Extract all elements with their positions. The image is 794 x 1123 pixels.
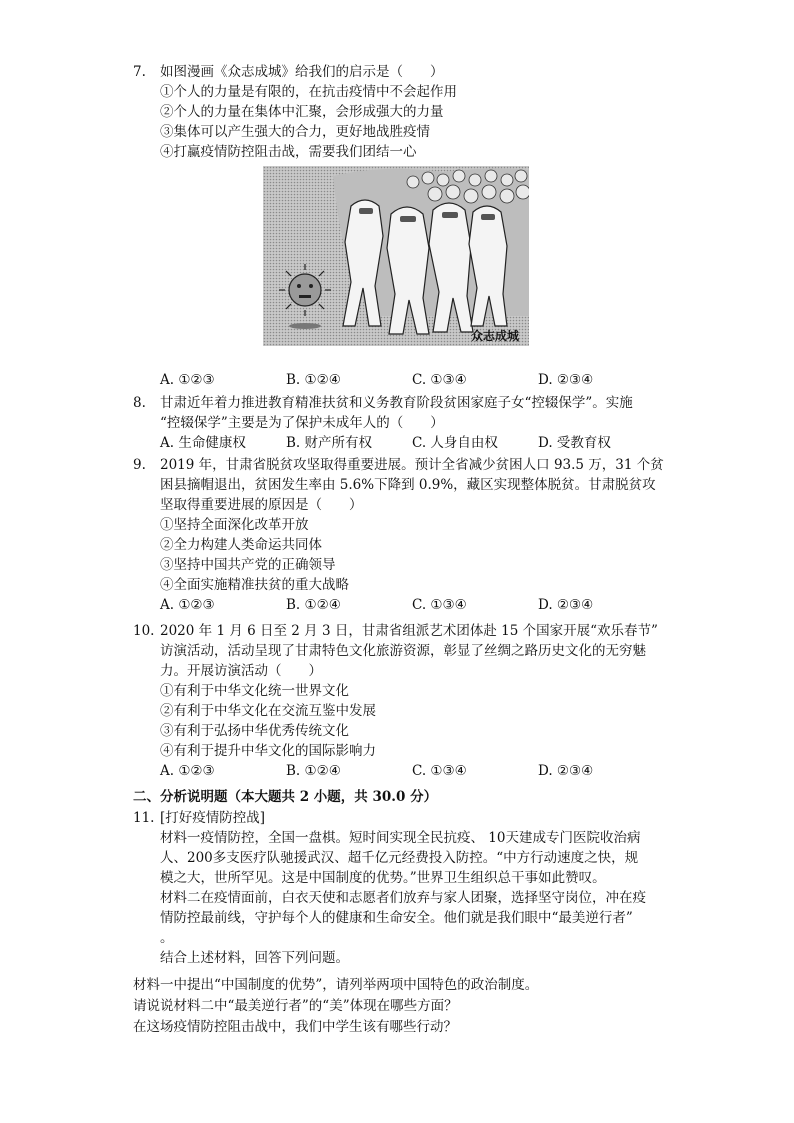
option-c[interactable]: C. 人身自由权 [412, 435, 498, 451]
material-2-line-2: 情防控最前线，守护每个人的健康和生命安全。他们就是我们眼中“最美逆行者” [160, 910, 633, 926]
option-c[interactable]: C. ①③④ [412, 372, 467, 388]
options-row [160, 433, 673, 453]
question-stem-line-2: 访演活动，活动呈现了甘肃特色文化旅游资源，彰显了丝绸之路历史文化的无穷魅 [160, 643, 646, 659]
statement-3: ③坚持中国共产党的正确领导 [160, 557, 336, 573]
option-d[interactable]: D. ②③④ [538, 763, 594, 779]
instruction: 结合上述材料，回答下列问题。 [160, 950, 349, 966]
question-body [160, 393, 673, 453]
question-number: 8. [133, 395, 146, 411]
option-a[interactable]: A. ①②③ [160, 597, 215, 613]
options-row [160, 370, 673, 390]
statement-1: ①有利于中华文化统一世界文化 [160, 683, 349, 699]
sub-question-2: 请说说材料二中“最美逆行者”的“美”体现在哪些方面？ [133, 998, 458, 1014]
question-stem-line-3: 坚取得重要进展的原因是（ ） [160, 497, 363, 513]
statement-4: ④有利于提升中华文化的国际影响力 [160, 743, 376, 759]
material-1-line-3: 模之大，世所罕见。这是中国制度的优势。”世界卫生组织总干事如此赞叹。 [160, 870, 606, 886]
question-body [160, 455, 673, 615]
section-heading: 二、分析说明题（本大题共 2 小题，共 30.0 分） [133, 789, 438, 805]
statement-2: ②个人的力量在集体中汇聚，会形成强大的力量 [160, 104, 444, 120]
question-stem-line-1: 2020 年 1 月 6 日至 2 月 3 日，甘肃省组派艺术团体赴 15 个国家开展“欢乐春节” [160, 623, 658, 639]
question-body [160, 621, 673, 781]
question-body [160, 808, 673, 968]
option-b[interactable]: B. 财产所有权 [286, 435, 373, 451]
option-a[interactable]: A. ①②③ [160, 763, 215, 779]
statement-1: ①坚持全面深化改革开放 [160, 517, 309, 533]
material-1-line-1: 材料一疫情防控，全国一盘棋。短时间实现全民抗疫、 10天建成专门医院收治病 [160, 830, 641, 846]
options-row [160, 595, 673, 615]
question-stem-line-1: 2019 年，甘肃省脱贫攻坚取得重要进展。预计全省减少贫困人口 93.5 万，31 个贫 [160, 457, 664, 473]
question-number: 10. [133, 623, 155, 639]
option-a[interactable]: A. ①②③ [160, 372, 215, 388]
statement-4: ④打赢疫情防控阻击战，需要我们团结一心 [160, 144, 417, 160]
question-stem-line-2: 困县摘帽退出，贫困发生率由 5.6%下降到 0.9%，藏区实现整体脱贫。甘肃脱贫攻 [160, 477, 656, 493]
question-number: 11. [133, 810, 155, 826]
question-title: [打好疫情防控战] [160, 810, 266, 826]
cartoon-caption: 众志成城 [470, 329, 519, 343]
question-stem: 如图漫画《众志成城》给我们的启示是（ ） [160, 64, 444, 80]
material-2-line-1: 材料二在疫情面前，白衣天使和志愿者们放弃与家人团聚，选择坚守岗位，冲在疫 [160, 890, 646, 906]
option-d[interactable]: D. ②③④ [538, 372, 594, 388]
sub-question-3: 在这场疫情防控阻击战中，我们中学生该有哪些行动？ [133, 1019, 457, 1035]
question-number: 9. [133, 457, 146, 473]
material-2-line-3: 。 [160, 930, 174, 946]
option-d[interactable]: D. 受教育权 [538, 435, 611, 451]
question-body [160, 62, 673, 162]
sub-question-1: 材料一中提出“中国制度的优势”，请列举两项中国特色的政治制度。 [133, 977, 539, 993]
option-c[interactable]: C. ①③④ [412, 763, 467, 779]
statement-4: ④全面实施精准扶贫的重大战略 [160, 577, 349, 593]
option-a[interactable]: A. 生命健康权 [160, 435, 246, 451]
question-stem-line-1: 甘肃近年着力推进教育精准扶贫和义务教育阶段贫困家庭子女“控辍保学”。实施 [160, 395, 633, 411]
option-b[interactable]: B. ①②④ [286, 597, 341, 613]
option-c[interactable]: C. ①③④ [412, 597, 467, 613]
option-b[interactable]: B. ①②④ [286, 372, 341, 388]
statement-3: ③集体可以产生强大的合力，更好地战胜疫情 [160, 124, 430, 140]
options-row [160, 761, 673, 781]
material-1-line-2: 人、200多支医疗队驰援武汉、超千亿元经费投入防控。“中方行动速度之快，规 [160, 850, 639, 866]
cartoon-illustration [263, 166, 529, 346]
statement-2: ②全力构建人类命运共同体 [160, 537, 322, 553]
question-stem-line-2: “控辍保学”主要是为了保护未成年人的（ ） [160, 415, 444, 431]
question-number: 7. [133, 64, 146, 80]
option-d[interactable]: D. ②③④ [538, 597, 594, 613]
option-b[interactable]: B. ①②④ [286, 763, 341, 779]
question-stem-line-3: 力。开展访演活动（ ） [160, 663, 322, 679]
statement-1: ①个人的力量是有限的，在抗击疫情中不会起作用 [160, 84, 457, 100]
statement-2: ②有利于中华文化在交流互鉴中发展 [160, 703, 376, 719]
statement-3: ③有利于弘扬中华优秀传统文化 [160, 723, 349, 739]
